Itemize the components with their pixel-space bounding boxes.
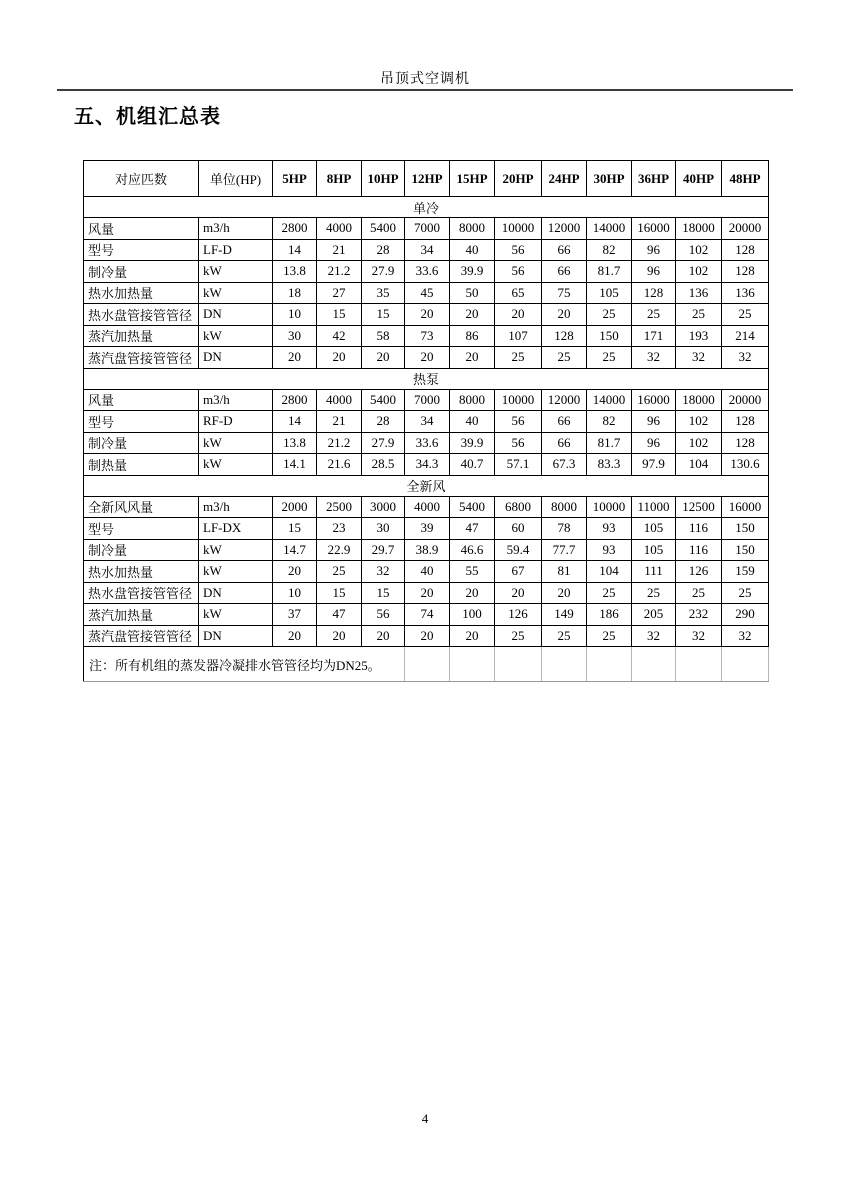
value-cell: 20	[405, 625, 450, 647]
note-row	[84, 647, 769, 682]
value-cell: 105	[632, 518, 676, 540]
row-unit: kW	[199, 432, 273, 454]
column-header-hp: 36HP	[632, 161, 676, 197]
value-cell: 150	[722, 518, 769, 540]
row-unit: RF-D	[199, 411, 273, 433]
value-cell: 13.8	[273, 432, 317, 454]
value-cell: 15	[317, 304, 362, 326]
row-unit: kW	[199, 261, 273, 283]
value-cell: 20000	[722, 218, 769, 240]
value-cell: 75	[542, 282, 587, 304]
value-cell: 13.8	[273, 261, 317, 283]
value-cell: 18000	[676, 218, 722, 240]
value-cell: 102	[676, 411, 722, 433]
column-header-hp: 5HP	[273, 161, 317, 197]
value-cell: 5400	[362, 218, 405, 240]
value-cell: 74	[405, 604, 450, 626]
column-header-hp: 48HP	[722, 161, 769, 197]
value-cell: 186	[587, 604, 632, 626]
value-cell: 171	[632, 325, 676, 347]
value-cell: 21	[317, 239, 362, 261]
spec-row	[84, 582, 769, 604]
value-cell: 28	[362, 239, 405, 261]
value-cell: 20000	[722, 389, 769, 411]
value-cell: 20	[495, 304, 542, 326]
value-cell: 11000	[632, 496, 676, 518]
value-cell: 14.7	[273, 539, 317, 561]
value-cell: 46.6	[450, 539, 495, 561]
spec-row	[84, 347, 769, 369]
value-cell: 20	[317, 625, 362, 647]
spec-row	[84, 432, 769, 454]
note-empty-cell	[722, 647, 769, 682]
value-cell: 96	[632, 432, 676, 454]
row-unit: kW	[199, 561, 273, 583]
value-cell: 28	[362, 411, 405, 433]
row-unit: DN	[199, 304, 273, 326]
value-cell: 39.9	[450, 261, 495, 283]
value-cell: 25	[587, 582, 632, 604]
value-cell: 34	[405, 411, 450, 433]
value-cell: 20	[542, 304, 587, 326]
value-cell: 50	[450, 282, 495, 304]
value-cell: 150	[722, 539, 769, 561]
value-cell: 66	[542, 411, 587, 433]
value-cell: 55	[450, 561, 495, 583]
value-cell: 2500	[317, 496, 362, 518]
section-title-cell: 单冷	[84, 197, 769, 218]
value-cell: 15	[273, 518, 317, 540]
row-label: 型号	[84, 239, 199, 261]
value-cell: 111	[632, 561, 676, 583]
section-header-row	[84, 368, 769, 389]
running-header: 吊顶式空调机	[380, 72, 470, 87]
column-header-label: 对应匹数	[84, 161, 199, 197]
column-header-hp: 30HP	[587, 161, 632, 197]
value-cell: 214	[722, 325, 769, 347]
value-cell: 30	[273, 325, 317, 347]
value-cell: 39.9	[450, 432, 495, 454]
value-cell: 25	[587, 304, 632, 326]
column-header-hp: 20HP	[495, 161, 542, 197]
value-cell: 136	[722, 282, 769, 304]
value-cell: 32	[722, 347, 769, 369]
value-cell: 116	[676, 518, 722, 540]
spec-row	[84, 518, 769, 540]
value-cell: 25	[676, 304, 722, 326]
spec-row	[84, 304, 769, 326]
value-cell: 77.7	[542, 539, 587, 561]
row-label: 制冷量	[84, 261, 199, 283]
row-unit: DN	[199, 582, 273, 604]
section-header-row	[84, 475, 769, 496]
row-label: 风量	[84, 218, 199, 240]
spec-row	[84, 411, 769, 433]
value-cell: 25	[542, 347, 587, 369]
value-cell: 56	[362, 604, 405, 626]
value-cell: 20	[542, 582, 587, 604]
value-cell: 20	[362, 347, 405, 369]
value-cell: 27.9	[362, 432, 405, 454]
value-cell: 2800	[273, 218, 317, 240]
spec-row	[84, 325, 769, 347]
unit-summary-table	[83, 160, 769, 682]
row-label: 风量	[84, 389, 199, 411]
value-cell: 40	[405, 561, 450, 583]
value-cell: 18	[273, 282, 317, 304]
value-cell: 5400	[450, 496, 495, 518]
value-cell: 86	[450, 325, 495, 347]
value-cell: 20	[450, 582, 495, 604]
value-cell: 25	[632, 582, 676, 604]
value-cell: 27.9	[362, 261, 405, 283]
value-cell: 38.9	[405, 539, 450, 561]
value-cell: 15	[362, 304, 405, 326]
value-cell: 20	[405, 304, 450, 326]
section-title-cell: 热泵	[84, 368, 769, 389]
value-cell: 150	[587, 325, 632, 347]
value-cell: 116	[676, 539, 722, 561]
value-cell: 33.6	[405, 432, 450, 454]
value-cell: 21	[317, 411, 362, 433]
value-cell: 82	[587, 411, 632, 433]
value-cell: 25	[542, 625, 587, 647]
value-cell: 10	[273, 304, 317, 326]
value-cell: 25	[587, 625, 632, 647]
value-cell: 20	[405, 347, 450, 369]
value-cell: 2000	[273, 496, 317, 518]
value-cell: 65	[495, 282, 542, 304]
value-cell: 104	[587, 561, 632, 583]
value-cell: 102	[676, 239, 722, 261]
value-cell: 22.9	[317, 539, 362, 561]
value-cell: 15	[362, 582, 405, 604]
value-cell: 20	[450, 625, 495, 647]
value-cell: 83.3	[587, 454, 632, 476]
note-empty-cell	[495, 647, 542, 682]
value-cell: 102	[676, 432, 722, 454]
value-cell: 67.3	[542, 454, 587, 476]
value-cell: 2800	[273, 389, 317, 411]
value-cell: 35	[362, 282, 405, 304]
value-cell: 59.4	[495, 539, 542, 561]
row-unit: kW	[199, 539, 273, 561]
value-cell: 6800	[495, 496, 542, 518]
note-empty-cell	[450, 647, 495, 682]
value-cell: 93	[587, 539, 632, 561]
section-title-cell: 全新风	[84, 475, 769, 496]
value-cell: 290	[722, 604, 769, 626]
value-cell: 5400	[362, 389, 405, 411]
value-cell: 56	[495, 432, 542, 454]
value-cell: 25	[632, 304, 676, 326]
value-cell: 21.2	[317, 432, 362, 454]
value-cell: 126	[495, 604, 542, 626]
spec-row	[84, 496, 769, 518]
value-cell: 102	[676, 261, 722, 283]
value-cell: 25	[722, 582, 769, 604]
value-cell: 10	[273, 582, 317, 604]
column-header-hp: 24HP	[542, 161, 587, 197]
column-header-hp: 12HP	[405, 161, 450, 197]
row-unit: DN	[199, 625, 273, 647]
value-cell: 96	[632, 239, 676, 261]
page-number: 4	[421, 1111, 429, 1126]
value-cell: 25	[676, 582, 722, 604]
column-header-hp: 8HP	[317, 161, 362, 197]
spec-row	[84, 539, 769, 561]
value-cell: 96	[632, 411, 676, 433]
value-cell: 136	[676, 282, 722, 304]
value-cell: 47	[317, 604, 362, 626]
spec-row	[84, 239, 769, 261]
value-cell: 34	[405, 239, 450, 261]
value-cell: 93	[587, 518, 632, 540]
value-cell: 40	[450, 239, 495, 261]
value-cell: 42	[317, 325, 362, 347]
spec-row	[84, 282, 769, 304]
value-cell: 3000	[362, 496, 405, 518]
value-cell: 81.7	[587, 432, 632, 454]
value-cell: 16000	[632, 389, 676, 411]
page-title: 五、机组汇总表	[74, 106, 221, 128]
row-unit: m3/h	[199, 496, 273, 518]
value-cell: 20	[273, 561, 317, 583]
row-unit: kW	[199, 325, 273, 347]
row-label: 热水加热量	[84, 561, 199, 583]
note-text: 注：所有机组的蒸发器冷凝排水管管径均为DN25。	[84, 647, 405, 682]
value-cell: 8000	[542, 496, 587, 518]
value-cell: 97.9	[632, 454, 676, 476]
value-cell: 193	[676, 325, 722, 347]
value-cell: 82	[587, 239, 632, 261]
value-cell: 130.6	[722, 454, 769, 476]
value-cell: 10000	[495, 218, 542, 240]
row-unit: DN	[199, 347, 273, 369]
value-cell: 128	[722, 411, 769, 433]
value-cell: 56	[495, 411, 542, 433]
value-cell: 4000	[317, 389, 362, 411]
value-cell: 60	[495, 518, 542, 540]
value-cell: 33.6	[405, 261, 450, 283]
row-unit: m3/h	[199, 389, 273, 411]
column-header-hp: 10HP	[362, 161, 405, 197]
value-cell: 7000	[405, 389, 450, 411]
value-cell: 32	[676, 625, 722, 647]
note-empty-cell	[632, 647, 676, 682]
value-cell: 66	[542, 239, 587, 261]
spec-row	[84, 218, 769, 240]
row-label: 蒸汽加热量	[84, 325, 199, 347]
value-cell: 78	[542, 518, 587, 540]
value-cell: 29.7	[362, 539, 405, 561]
value-cell: 12500	[676, 496, 722, 518]
value-cell: 27	[317, 282, 362, 304]
value-cell: 57.1	[495, 454, 542, 476]
spec-row	[84, 561, 769, 583]
value-cell: 126	[676, 561, 722, 583]
value-cell: 4000	[317, 218, 362, 240]
spec-row	[84, 625, 769, 647]
row-unit: m3/h	[199, 218, 273, 240]
value-cell: 25	[317, 561, 362, 583]
value-cell: 23	[317, 518, 362, 540]
value-cell: 149	[542, 604, 587, 626]
value-cell: 20	[495, 582, 542, 604]
value-cell: 40	[450, 411, 495, 433]
value-cell: 32	[676, 347, 722, 369]
row-label: 蒸汽盘管接管管径	[84, 347, 199, 369]
value-cell: 128	[722, 239, 769, 261]
row-label: 热水加热量	[84, 282, 199, 304]
value-cell: 30	[362, 518, 405, 540]
value-cell: 14	[273, 239, 317, 261]
value-cell: 16000	[722, 496, 769, 518]
note-empty-cell	[542, 647, 587, 682]
value-cell: 32	[632, 625, 676, 647]
value-cell: 81.7	[587, 261, 632, 283]
value-cell: 25	[495, 625, 542, 647]
row-label: 热水盘管接管管径	[84, 304, 199, 326]
value-cell: 128	[722, 432, 769, 454]
value-cell: 20	[450, 347, 495, 369]
row-label: 制冷量	[84, 432, 199, 454]
value-cell: 73	[405, 325, 450, 347]
value-cell: 104	[676, 454, 722, 476]
value-cell: 20	[317, 347, 362, 369]
value-cell: 18000	[676, 389, 722, 411]
value-cell: 7000	[405, 218, 450, 240]
column-header-hp: 15HP	[450, 161, 495, 197]
value-cell: 20	[273, 625, 317, 647]
value-cell: 107	[495, 325, 542, 347]
row-label: 制热量	[84, 454, 199, 476]
value-cell: 66	[542, 432, 587, 454]
value-cell: 14.1	[273, 454, 317, 476]
value-cell: 20	[405, 582, 450, 604]
value-cell: 14	[273, 411, 317, 433]
row-unit: kW	[199, 282, 273, 304]
value-cell: 4000	[405, 496, 450, 518]
row-unit: LF-DX	[199, 518, 273, 540]
row-unit: LF-D	[199, 239, 273, 261]
note-empty-cell	[587, 647, 632, 682]
section-header-row	[84, 197, 769, 218]
spec-row	[84, 389, 769, 411]
value-cell: 37	[273, 604, 317, 626]
value-cell: 15	[317, 582, 362, 604]
value-cell: 128	[722, 261, 769, 283]
value-cell: 32	[632, 347, 676, 369]
row-label: 制冷量	[84, 539, 199, 561]
note-empty-cell	[405, 647, 450, 682]
value-cell: 128	[632, 282, 676, 304]
value-cell: 32	[362, 561, 405, 583]
spec-row	[84, 454, 769, 476]
value-cell: 45	[405, 282, 450, 304]
value-cell: 21.6	[317, 454, 362, 476]
row-label: 热水盘管接管管径	[84, 582, 199, 604]
value-cell: 20	[362, 625, 405, 647]
row-label: 全新风风量	[84, 496, 199, 518]
value-cell: 28.5	[362, 454, 405, 476]
value-cell: 96	[632, 261, 676, 283]
value-cell: 81	[542, 561, 587, 583]
header-rule	[57, 89, 793, 91]
spec-row	[84, 604, 769, 626]
value-cell: 8000	[450, 218, 495, 240]
note-empty-cell	[676, 647, 722, 682]
value-cell: 34.3	[405, 454, 450, 476]
value-cell: 40.7	[450, 454, 495, 476]
value-cell: 128	[542, 325, 587, 347]
value-cell: 21.2	[317, 261, 362, 283]
value-cell: 8000	[450, 389, 495, 411]
table-header-row	[84, 161, 769, 197]
value-cell: 25	[722, 304, 769, 326]
row-label: 型号	[84, 518, 199, 540]
column-header-label: 单位(HP)	[199, 161, 273, 197]
value-cell: 14000	[587, 389, 632, 411]
row-label: 蒸汽加热量	[84, 604, 199, 626]
value-cell: 56	[495, 239, 542, 261]
value-cell: 105	[587, 282, 632, 304]
value-cell: 205	[632, 604, 676, 626]
value-cell: 25	[495, 347, 542, 369]
value-cell: 56	[495, 261, 542, 283]
spec-row	[84, 261, 769, 283]
value-cell: 32	[722, 625, 769, 647]
value-cell: 66	[542, 261, 587, 283]
value-cell: 14000	[587, 218, 632, 240]
value-cell: 39	[405, 518, 450, 540]
row-label: 蒸汽盘管接管管径	[84, 625, 199, 647]
value-cell: 105	[632, 539, 676, 561]
value-cell: 20	[450, 304, 495, 326]
value-cell: 47	[450, 518, 495, 540]
value-cell: 12000	[542, 218, 587, 240]
value-cell: 67	[495, 561, 542, 583]
value-cell: 10000	[587, 496, 632, 518]
value-cell: 100	[450, 604, 495, 626]
row-unit: kW	[199, 454, 273, 476]
value-cell: 16000	[632, 218, 676, 240]
table-body	[84, 197, 769, 682]
value-cell: 159	[722, 561, 769, 583]
value-cell: 12000	[542, 389, 587, 411]
value-cell: 10000	[495, 389, 542, 411]
value-cell: 25	[587, 347, 632, 369]
value-cell: 20	[273, 347, 317, 369]
column-header-hp: 40HP	[676, 161, 722, 197]
row-label: 型号	[84, 411, 199, 433]
row-unit: kW	[199, 604, 273, 626]
value-cell: 58	[362, 325, 405, 347]
value-cell: 232	[676, 604, 722, 626]
